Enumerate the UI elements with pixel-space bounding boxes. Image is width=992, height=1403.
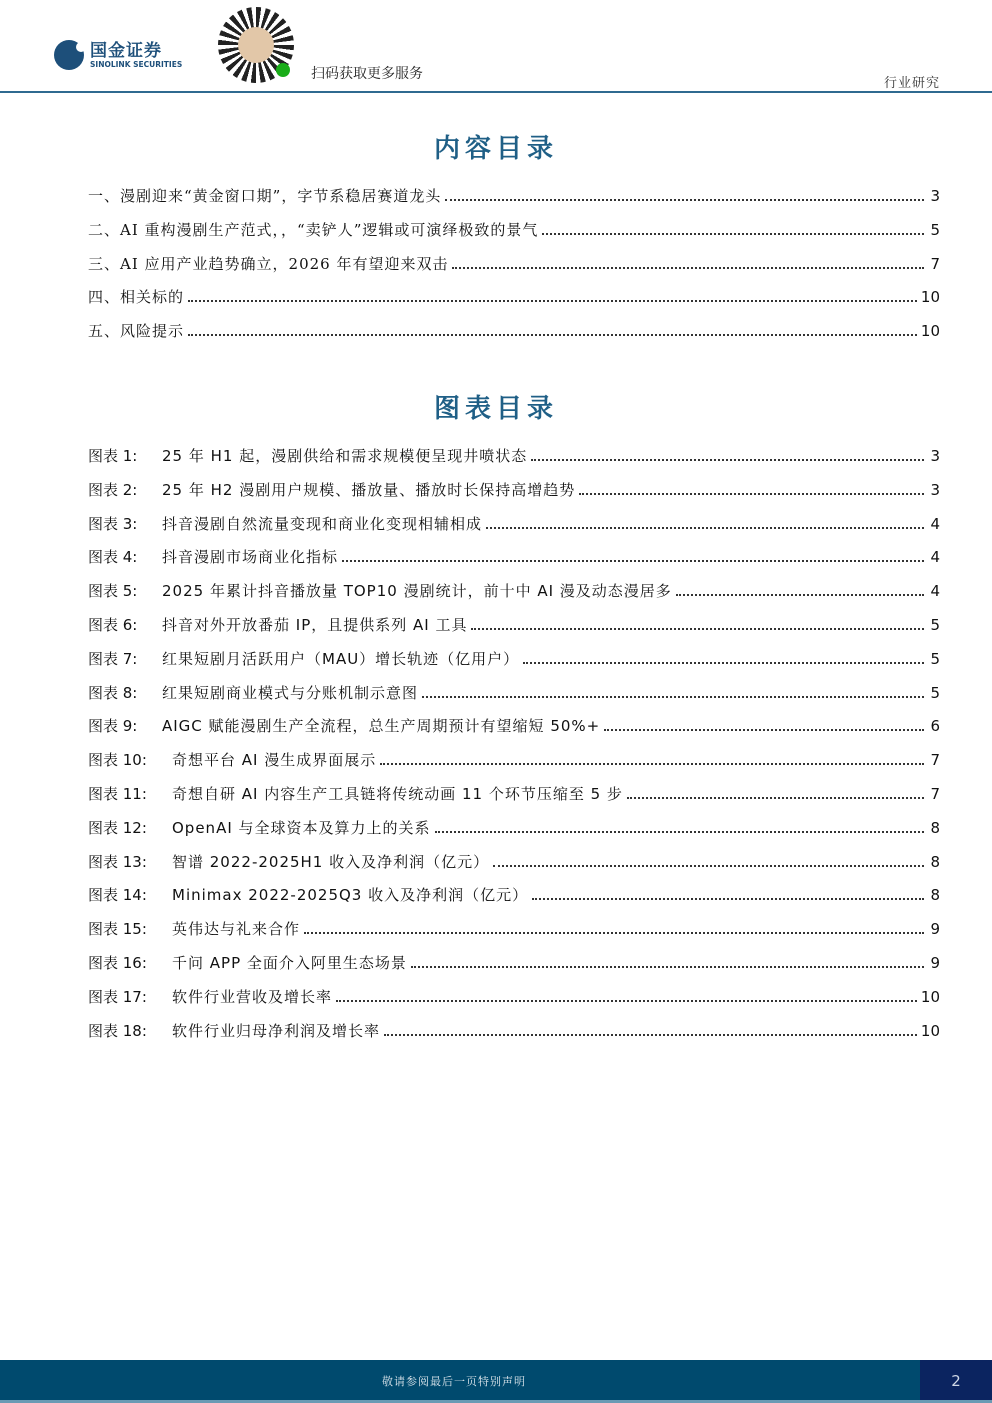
figure-entry-title: 智谱 2022-2025H1 收入及净利润（亿元） xyxy=(172,852,490,871)
toc-list xyxy=(88,185,940,354)
figure-entry-number: 图表 4: xyxy=(88,548,138,567)
dot-leader xyxy=(435,831,924,833)
report-category: 行业研究 xyxy=(883,76,940,91)
figure-entry-title: 软件行业营收及增长率 xyxy=(172,987,333,1006)
figure-entry-title: 红果短剧月活跃用户（MAU）增长轨迹（亿用户） xyxy=(162,649,520,668)
toc-entry[interactable] xyxy=(88,253,940,287)
figure-entry[interactable] xyxy=(88,884,940,918)
dot-leader xyxy=(604,729,924,731)
figure-entry[interactable] xyxy=(88,614,940,648)
dot-leader xyxy=(579,493,924,495)
dot-leader xyxy=(452,267,924,269)
toc-entry[interactable] xyxy=(88,320,940,354)
figure-entry[interactable] xyxy=(88,918,940,952)
figure-entry-page: 4 xyxy=(930,514,940,533)
scan-prompt: 扫码获取更多服务 xyxy=(311,66,423,82)
figure-entry-title: 千问 APP 全面介入阿里生态场景 xyxy=(172,953,407,972)
figure-entry-number: 图表 16: xyxy=(88,953,147,972)
figure-entry-title: 25 年 H2 漫剧用户规模、播放量、播放时长保持高增趋势 xyxy=(162,480,576,499)
dot-leader xyxy=(411,966,924,968)
figure-entry[interactable] xyxy=(88,648,940,682)
toc-entry-label: 四、相关标的 xyxy=(88,288,185,307)
figure-entry-page: 10 xyxy=(920,987,940,1006)
figure-entry-page: 9 xyxy=(930,920,940,939)
dot-leader xyxy=(676,594,924,596)
figure-entry[interactable] xyxy=(88,715,940,749)
toc-entry-label: 二、AI 重构漫剧生产范式，，“卖铲人”逻辑或可演绎极致的景气 xyxy=(88,220,539,239)
figure-entry[interactable] xyxy=(88,513,940,547)
figure-entry-number: 图表 10: xyxy=(88,751,147,770)
figure-entry-number: 图表 17: xyxy=(88,987,147,1006)
figure-entry-number: 图表 13: xyxy=(88,852,147,871)
toc-title: 内容目录 xyxy=(433,134,558,164)
page-number: 2 xyxy=(920,1360,992,1400)
toc-entry-page: 5 xyxy=(930,220,940,239)
figure-entry-page: 6 xyxy=(930,717,940,736)
logo-en-text: SINOLINK SECURITIES xyxy=(90,59,183,69)
toc-entry[interactable] xyxy=(88,286,940,320)
toc-entry-page: 3 xyxy=(930,187,940,205)
figure-entry-number: 图表 8: xyxy=(88,683,138,702)
figure-entry-page: 7 xyxy=(930,784,940,803)
figure-entry-number: 图表 14: xyxy=(88,886,147,905)
figure-entry-page: 5 xyxy=(930,649,940,668)
dot-leader xyxy=(493,865,924,867)
figure-entry-number: 图表 6: xyxy=(88,615,138,634)
qr-center-logo xyxy=(238,27,274,63)
figure-entry-number: 图表 5: xyxy=(88,582,138,601)
toc-entry-label: 三、AI 应用产业趋势确立，2026 年有望迎来双击 xyxy=(88,254,449,273)
figure-entry-page: 5 xyxy=(930,683,940,702)
dot-leader xyxy=(384,1034,917,1036)
toc-entry-label: 一、漫剧迎来“黄金窗口期”，字节系稳居赛道龙头 xyxy=(88,187,442,205)
figure-entry-number: 图表 11: xyxy=(88,784,147,803)
figure-entry-title: Minimax 2022-2025Q3 收入及净利润（亿元） xyxy=(172,886,529,905)
header-divider xyxy=(0,91,992,93)
figure-entry-page: 5 xyxy=(930,615,940,634)
figure-entry[interactable] xyxy=(88,479,940,513)
figure-entry-page: 4 xyxy=(930,548,940,567)
figure-entry[interactable] xyxy=(88,546,940,580)
figures-list xyxy=(88,445,940,1053)
dot-leader xyxy=(188,300,917,302)
dot-leader xyxy=(380,763,924,765)
figure-entry-title: 奇想平台 AI 漫生成界面展示 xyxy=(172,751,377,770)
figure-entry-page: 3 xyxy=(930,447,940,465)
dot-leader xyxy=(532,898,924,900)
dot-leader xyxy=(304,932,924,934)
figure-entry-title: 抖音漫剧市场商业化指标 xyxy=(162,548,339,567)
figure-entry-title: 奇想自研 AI 内容生产工具链将传统动画 11 个环节压缩至 5 步 xyxy=(172,784,623,803)
figure-entry-page: 3 xyxy=(930,480,940,499)
figure-entry-number: 图表 12: xyxy=(88,818,147,837)
figure-entry[interactable] xyxy=(88,580,940,614)
figure-entry-page: 9 xyxy=(930,953,940,972)
figure-entry-page: 8 xyxy=(930,818,940,837)
toc-entry-page: 10 xyxy=(920,322,940,341)
figure-entry[interactable] xyxy=(88,952,940,986)
figure-entry-title: 英伟达与礼来合作 xyxy=(172,920,301,939)
figure-entry[interactable] xyxy=(88,682,940,716)
figure-entry-page: 10 xyxy=(920,1021,940,1040)
toc-entry[interactable] xyxy=(88,185,940,219)
figure-entry-page: 8 xyxy=(930,852,940,871)
dot-leader xyxy=(486,527,924,529)
sinolink-logo xyxy=(54,40,182,70)
page-footer xyxy=(0,1360,992,1400)
figure-entry-number: 图表 7: xyxy=(88,649,138,668)
figure-entry[interactable] xyxy=(88,783,940,817)
figure-entry-number: 图表 2: xyxy=(88,480,138,499)
figure-entry-number: 图表 15: xyxy=(88,920,147,939)
figure-entry[interactable] xyxy=(88,986,940,1020)
figure-entry-number: 图表 1: xyxy=(88,447,138,465)
toc-entry[interactable] xyxy=(88,219,940,253)
figure-entry[interactable] xyxy=(88,749,940,783)
figure-entry-page: 8 xyxy=(930,886,940,905)
dot-leader xyxy=(523,662,924,664)
figures-title: 图表目录 xyxy=(433,394,558,424)
toc-entry-page: 10 xyxy=(920,288,940,307)
qr-code-icon[interactable] xyxy=(218,7,294,83)
figure-entry-page: 4 xyxy=(930,582,940,601)
page-header xyxy=(0,0,992,93)
dot-leader xyxy=(445,199,924,201)
figure-entry-title: 软件行业归母净利润及增长率 xyxy=(172,1021,381,1040)
figure-entry-page: 7 xyxy=(930,751,940,770)
figure-entry[interactable] xyxy=(88,817,940,851)
toc-entry-label: 五、风险提示 xyxy=(88,322,185,341)
dot-leader xyxy=(188,334,917,336)
figure-entry-title: 25 年 H1 起，漫剧供给和需求规模便呈现井喷状态 xyxy=(162,447,528,465)
figure-entry-number: 图表 18: xyxy=(88,1021,147,1040)
dot-leader xyxy=(627,797,924,799)
toc-entry-page: 7 xyxy=(930,254,940,273)
dot-leader xyxy=(542,233,924,235)
figure-entry-title: 抖音漫剧自然流量变现和商业化变现相辅相成 xyxy=(162,514,483,533)
disclaimer-note: 敬请参阅最后一页特别声明 xyxy=(382,1375,526,1388)
figure-entry-title: 红果短剧商业模式与分账机制示意图 xyxy=(162,683,419,702)
dot-leader xyxy=(531,459,924,461)
dot-leader xyxy=(422,696,924,698)
figure-entry-title: 2025 年累计抖音播放量 TOP10 漫剧统计，前十中 AI 漫及动态漫居多 xyxy=(162,582,672,601)
figure-entry-number: 图表 3: xyxy=(88,514,138,533)
figure-entry[interactable] xyxy=(88,851,940,885)
dot-leader xyxy=(336,1000,917,1002)
figure-entry-title: 抖音对外开放番茄 IP，且提供系列 AI 工具 xyxy=(162,615,468,634)
figure-entry-title: AIGC 赋能漫剧生产全流程，总生产周期预计有望缩短 50%+ xyxy=(162,717,601,736)
figure-entry[interactable] xyxy=(88,445,940,479)
logo-mark-icon xyxy=(54,40,84,70)
figure-entry[interactable] xyxy=(88,1020,940,1054)
figure-entry-number: 图表 9: xyxy=(88,717,138,736)
dot-leader xyxy=(471,628,924,630)
mini-program-icon xyxy=(276,63,290,77)
logo-cn-text: 国金证券 xyxy=(90,40,162,61)
dot-leader xyxy=(342,560,924,562)
figure-entry-title: OpenAI 与全球资本及算力上的关系 xyxy=(172,818,431,837)
